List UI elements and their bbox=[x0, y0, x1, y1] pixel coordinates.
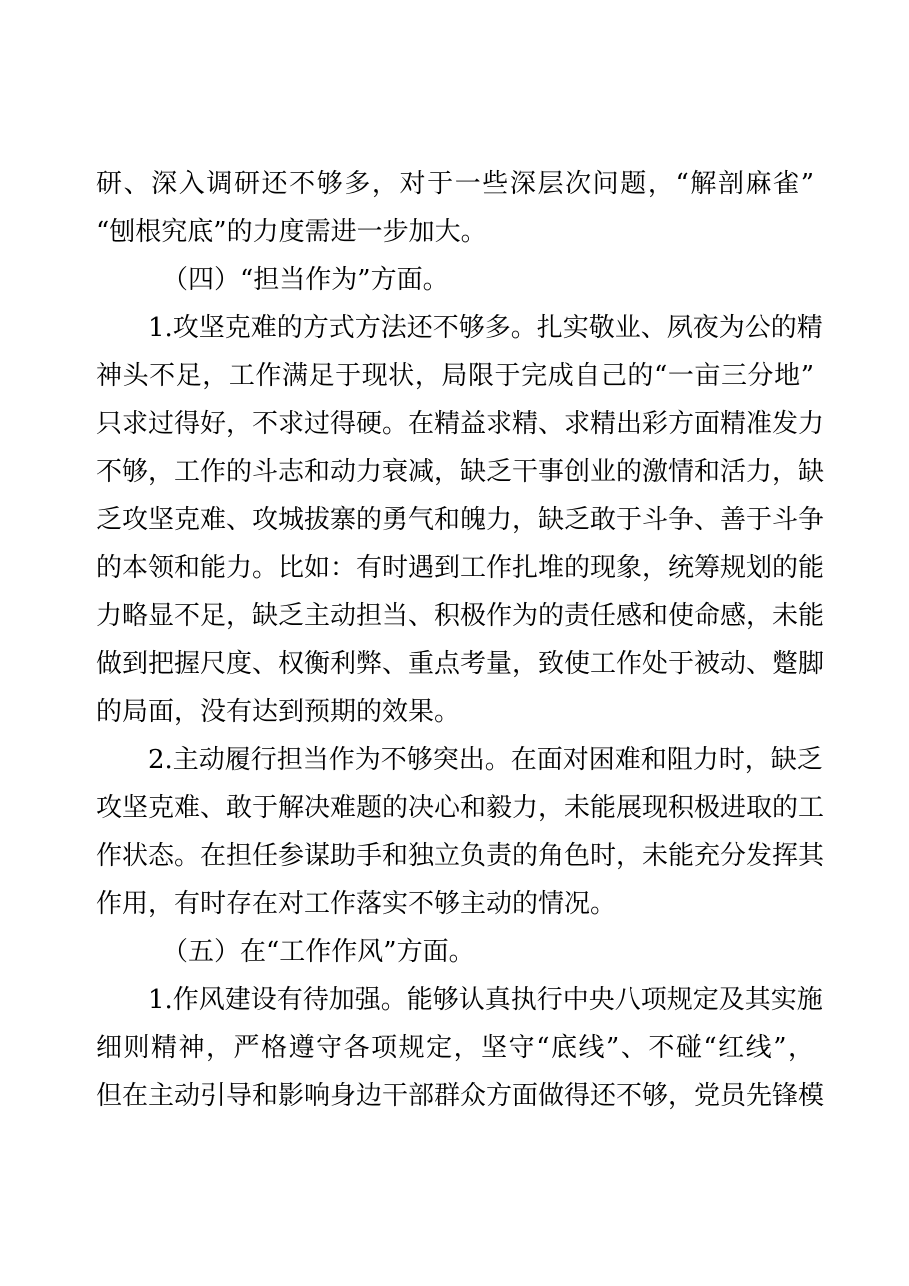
text-line: 只求过得好，不求过得硬。在精益求精、求精出彩方面精准发力 bbox=[96, 409, 825, 439]
text-line: “刨根究底”的力度需进一步加大。 bbox=[96, 217, 487, 247]
section-heading: （五）在“工作作风”方面。 bbox=[162, 937, 475, 967]
text-line: 不够，工作的斗志和动力衰减，缺乏干事创业的激情和活力，缺 bbox=[96, 457, 825, 487]
paragraph-first-line: 2.主动履行担当作为不够突出。在面对困难和阻力时，缺乏 bbox=[148, 745, 823, 775]
text-line: 乏攻坚克难、攻城拔寨的勇气和魄力，缺乏敢于斗争、善于斗争 bbox=[96, 505, 825, 535]
text-line: 但在主动引导和影响身边干部群众方面做得还不够，党员先锋模 bbox=[96, 1081, 825, 1111]
text-line: 的局面，没有达到预期的效果。 bbox=[96, 697, 461, 727]
text-line: 的本领和能力。比如：有时遇到工作扎堆的现象，统筹规划的能 bbox=[96, 553, 825, 583]
text-line: 攻坚克难、敢于解决难题的决心和毅力，未能展现积极进取的工 bbox=[96, 793, 825, 823]
section-heading: （四）“担当作为”方面。 bbox=[162, 265, 449, 295]
text-line: 做到把握尺度、权衡利弊、重点考量，致使工作处于被动、蹩脚 bbox=[96, 649, 825, 679]
text-line: 力略显不足，缺乏主动担当、积极作为的责任感和使命感，未能 bbox=[96, 601, 825, 631]
text-line: 研、深入调研还不够多，对于一些深层次问题，“解剖麻雀” bbox=[96, 169, 814, 199]
paragraph-first-line: 1.攻坚克难的方式方法还不够多。扎实敬业、夙夜为公的精 bbox=[148, 313, 823, 343]
text-line: 作用，有时存在对工作落实不够主动的情况。 bbox=[96, 889, 617, 919]
text-line: 作状态。在担任参谋助手和独立负责的角色时，未能充分发挥其 bbox=[96, 841, 825, 871]
text-line: 细则精神，严格遵守各项规定，坚守“底线”、不碰“红线”， bbox=[96, 1033, 814, 1063]
text-line: 神头不足，工作满足于现状，局限于完成自己的“一亩三分地” bbox=[96, 361, 814, 391]
paragraph-first-line: 1.作风建设有待加强。能够认真执行中央八项规定及其实施 bbox=[148, 985, 823, 1015]
